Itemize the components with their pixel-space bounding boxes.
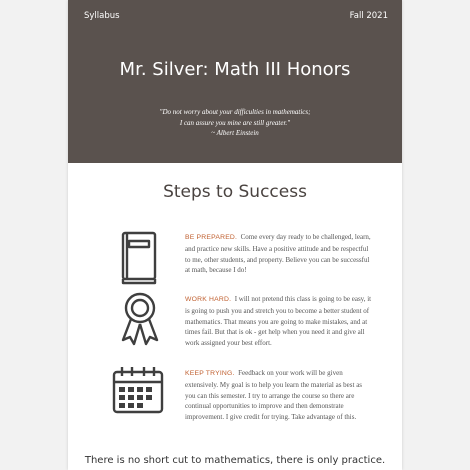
step-lead: WORK HARD. xyxy=(185,296,232,303)
step-lead: BE PREPARED. xyxy=(185,234,238,241)
step-body: I will not pretend this class is going to be easy, it is going to push you and stretch you to become a better student of mathematics. That means you are going to make mistakes, and at times fail. But that is ok - get help when you need it and give all work assigned your best effort. xyxy=(185,295,372,348)
page-title: Mr. Silver: Math III Honors xyxy=(119,59,351,80)
calendar-icon xyxy=(110,364,170,424)
einstein-quote xyxy=(68,107,402,139)
syllabus-page xyxy=(68,0,402,470)
quote-line-1: "Do not worry about your difficulties in mathematics; xyxy=(159,108,311,116)
footer-motto: There is no short cut to mathematics, there is only practice. xyxy=(84,455,386,466)
syllabus-label: Syllabus xyxy=(84,11,120,21)
quote-attribution: ~ Albert Einstein xyxy=(211,129,259,137)
header-banner xyxy=(68,0,402,163)
quote-line-2: I can assure you mine are still greater." xyxy=(179,118,291,127)
book-icon xyxy=(110,228,170,288)
step-body: Feedback on your work will be given extensively. My goal is to help you learn the material as best as you can this semester. I try to arrange the course so there are continual opportunities to improve and then demonstrate improvement. I give credit for trying. Take advantage of this. xyxy=(185,369,363,422)
step-lead: KEEP TRYING. xyxy=(185,370,235,377)
step-body: Come every day ready to be challenged, learn, and practice new skills. Have a positive attitude and be respectful to me, other students, and property. Believe you can be successful at math, because I do! xyxy=(185,233,371,275)
section-title: Steps to Success xyxy=(163,182,307,202)
award-ribbon-icon xyxy=(110,290,170,350)
term-label: Fall 2021 xyxy=(349,11,388,21)
